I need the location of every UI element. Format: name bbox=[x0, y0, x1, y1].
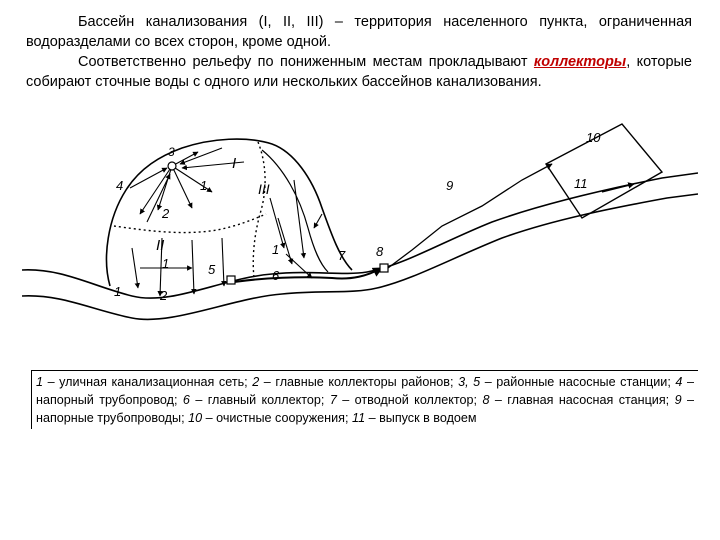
legend-num: 6 bbox=[182, 393, 190, 407]
legend-item bbox=[458, 375, 675, 389]
label-5: 5 bbox=[208, 262, 216, 277]
label-1c: 1 bbox=[272, 242, 280, 257]
legend-text: – районные насосные станции; bbox=[480, 375, 676, 389]
legend-item bbox=[183, 393, 330, 407]
legend-num: 3, 5 bbox=[458, 375, 481, 389]
legend-num: 9 bbox=[674, 393, 682, 407]
paragraph-collectors-start: Соответственно рельефу по пониженным местам прокладывают bbox=[78, 54, 534, 70]
label-10: 10 bbox=[586, 130, 601, 145]
legend-text: – уличная канализационная сеть; bbox=[43, 375, 253, 389]
label-4: 4 bbox=[116, 178, 124, 193]
legend-item bbox=[330, 393, 483, 407]
label-1d: 1 bbox=[114, 284, 122, 299]
legend-num: 2 bbox=[252, 375, 260, 389]
diagram-legend bbox=[31, 370, 698, 429]
term-collectors: коллекторы bbox=[533, 54, 627, 70]
basin-divide-horizontal bbox=[114, 214, 266, 233]
legend-text: – напорный трубопровод; bbox=[36, 375, 694, 407]
district-pump-station-3 bbox=[168, 162, 176, 170]
legend-item bbox=[36, 375, 252, 389]
label-8: 8 bbox=[376, 244, 384, 259]
paragraph-collectors-end: , которые собирают сточные воды с одного или нескольких бассейнов канализования. bbox=[26, 54, 692, 90]
label-1a: 1 bbox=[200, 178, 208, 193]
label-11: 11 bbox=[574, 176, 588, 191]
label-3: 3 bbox=[168, 145, 175, 159]
label-1b: 1 bbox=[162, 256, 170, 271]
label-9: 9 bbox=[446, 178, 454, 193]
paragraph-basin-definition: Бассейн канализования (I, II, III) – территория населенного пункта, ограниченная водоразделами со всех сторон, кроме одной. bbox=[26, 14, 692, 50]
label-basin-2: II bbox=[156, 237, 165, 254]
label-basin-1: I bbox=[232, 155, 237, 172]
legend-text: – очистные сооружения; bbox=[202, 411, 352, 425]
legend-text: – выпуск в водоем bbox=[365, 411, 477, 425]
watershed-outer bbox=[107, 139, 352, 286]
legend-item bbox=[482, 393, 674, 407]
main-pump-station-8 bbox=[380, 264, 388, 272]
legend-num: 1 bbox=[36, 375, 44, 389]
legend-num: 11 bbox=[352, 411, 366, 425]
legend-text: – отводной коллектор; bbox=[336, 393, 483, 407]
legend-num: 7 bbox=[329, 393, 337, 407]
legend-item bbox=[188, 411, 352, 425]
paragraph-collectors bbox=[26, 52, 692, 92]
legend-num: 10 bbox=[188, 411, 203, 425]
district-pump-station-5 bbox=[227, 276, 235, 284]
legend-text: – главные коллекторы районов; bbox=[259, 375, 459, 389]
legend-text: – главная насосная станция; bbox=[489, 393, 675, 407]
legend-item bbox=[352, 411, 477, 425]
sewer-basin-diagram bbox=[22, 118, 698, 366]
label-basin-3: III bbox=[258, 181, 270, 197]
basin-divide-vertical bbox=[253, 142, 265, 278]
label-2b: 2 bbox=[162, 206, 170, 221]
river-bank-upper bbox=[22, 173, 698, 298]
legend-num: 8 bbox=[482, 393, 490, 407]
street-sewer-network bbox=[130, 148, 322, 296]
label-2a: 2 bbox=[160, 288, 168, 303]
label-7: 7 bbox=[338, 248, 346, 263]
legend-text: – напорные трубопроводы; bbox=[36, 393, 695, 425]
river-bank-lower bbox=[22, 194, 698, 319]
legend-text: – главный коллектор; bbox=[189, 393, 330, 407]
treatment-facilities bbox=[546, 124, 662, 218]
legend-num: 4 bbox=[675, 375, 683, 389]
pressure-pipeline bbox=[388, 164, 552, 268]
intro-text bbox=[26, 12, 692, 92]
legend-item bbox=[252, 375, 458, 389]
label-6: 6 bbox=[272, 268, 280, 283]
